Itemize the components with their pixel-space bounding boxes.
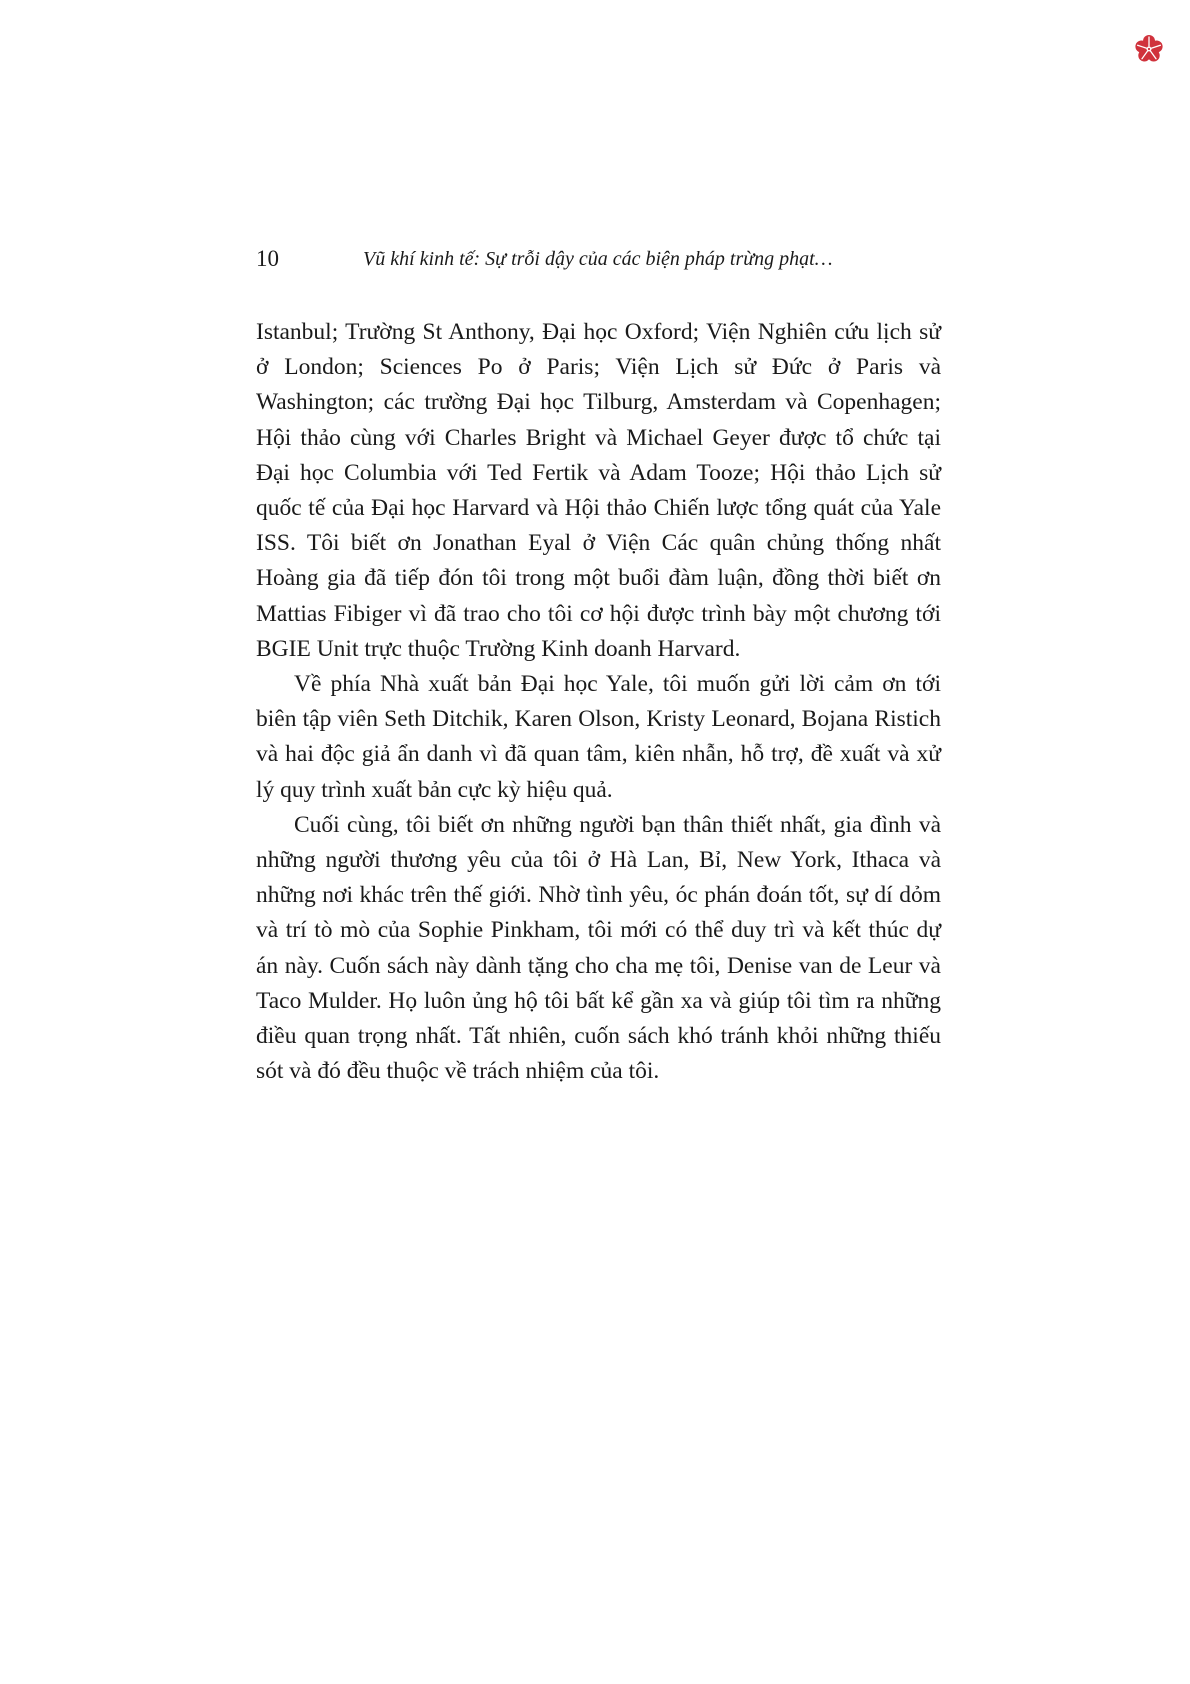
paragraph-continued: Istanbul; Trường St Anthony, Đại học Oxford; Viện Nghiên cứu lịch sử ở London; Sciences Po ở Paris; Viện Lịch sử Đức ở Paris và Washington; các trường Đại học Tilburg, Amsterdam và Copenhagen; Hội thảo cùng với Charles Bright và Michael Geyer được tổ chức tại Đại học Columbia với Ted Fertik và Adam Tooze; Hội thảo Lịch sử quốc tế của Đại học Harvard và Hội thảo Chiến lược tổng quát của Yale ISS. Tôi biết ơn Jonathan Eyal ở Viện Các quân chủng thống nhất Hoàng gia đã tiếp đón tôi trong một buổi đàm luận, đồng thời biết ơn Mattias Fibiger vì đã trao cho tôi cơ hội được trình bày một chương tới BGIE Unit trực thuộc Trường Kinh doanh Harvard.: [256, 319, 941, 662]
flower-logo-icon: [1134, 34, 1164, 64]
running-title: Vũ khí kinh tế: Sự trỗi dậy của các biện pháp trừng phạt…: [363, 248, 833, 270]
running-header: [256, 244, 946, 274]
paragraph-yale-press: Về phía Nhà xuất bản Đại học Yale, tôi muốn gửi lời cảm ơn tới biên tập viên Seth Ditchik, Karen Olson, Kristy Leonard, Bojana Ristich và hai độc giả ẩn danh vì đã quan tâm, kiên nhẫn, hỗ trợ, đề xuất và xử lý quy trình xuất bản cực kỳ hiệu quả.: [256, 671, 941, 803]
paragraph-closing: Cuối cùng, tôi biết ơn những người bạn thân thiết nhất, gia đình và những người thương yêu của tôi ở Hà Lan, Bỉ, New York, Ithaca và những nơi khác trên thế giới. Nhờ tình yêu, óc phán đoán tốt, sự dí dỏm và trí tò mò của Sophie Pinkham, tôi mới có thể duy trì và kết thúc dự án này. Cuốn sách này dành tặng cho cha mẹ tôi, Denise van de Leur và Taco Mulder. Họ luôn ủng hộ tôi bất kể gần xa và giúp tôi tìm ra những điều quan trọng nhất. Tất nhiên, cuốn sách khó tránh khỏi những thiếu sót và đó đều thuộc về trách nhiệm của tôi.: [256, 811, 941, 1085]
page-number: 10: [256, 246, 279, 271]
body-text: [256, 315, 941, 1089]
